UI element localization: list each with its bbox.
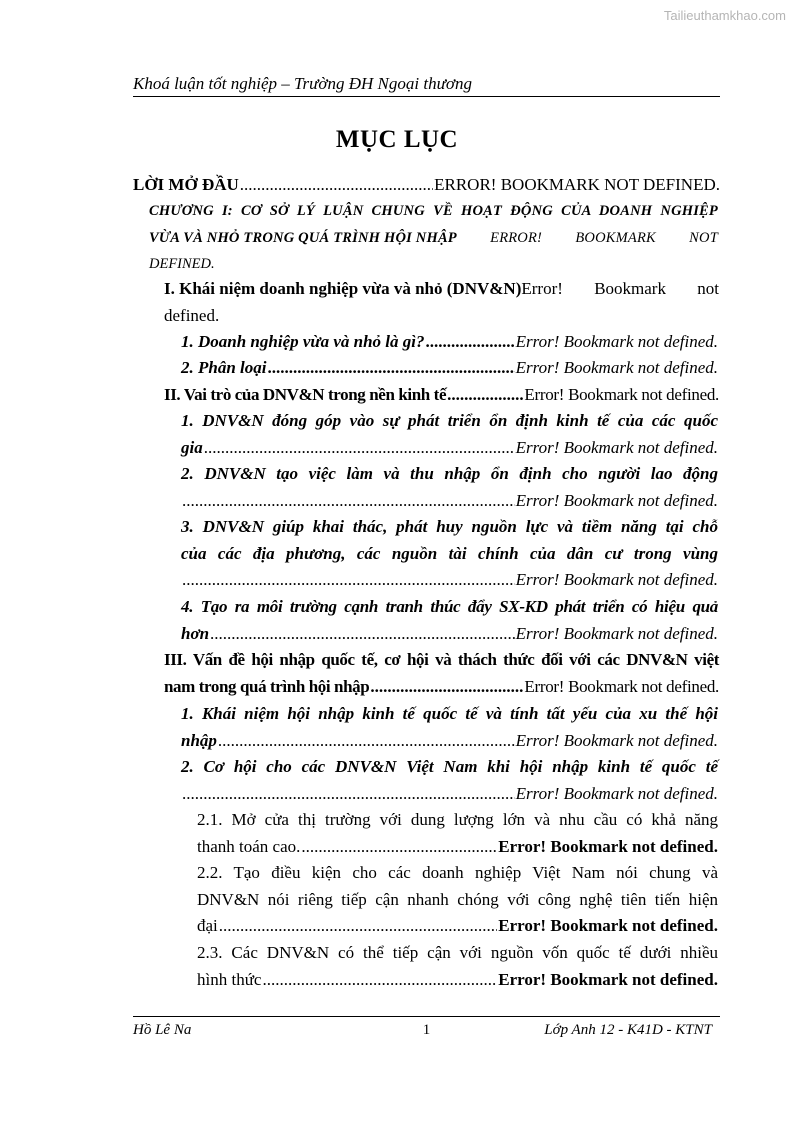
toc-entry-section-3[interactable] (164, 647, 719, 700)
toc-entry-2-3[interactable] (181, 514, 718, 594)
toc-entry-section-2[interactable] (164, 382, 719, 409)
toc-leader (182, 567, 515, 594)
toc-error-text: Error! (521, 279, 563, 298)
toc-error-text: Error! Bookmark not defined. (498, 969, 718, 989)
toc-error-text: Error! Bookmark not defined. (515, 623, 718, 643)
toc-entry-line: 4. Tạo ra môi trường cạnh tranh thúc đẩy SX-KD phát triển có hiệu quả (181, 597, 718, 616)
toc-leader (210, 621, 515, 648)
toc-entry-label: 1. Doanh nghiệp vừa và nhỏ là gì? (181, 332, 425, 351)
toc-entry-line: 2.3. Các DNV&N có thể tiếp cận với nguồn vốn quốc tế dưới nhiều (197, 943, 718, 962)
toc-leader (301, 834, 497, 861)
toc-entry-3-2-2[interactable] (197, 860, 718, 940)
toc-entry-intro[interactable] (133, 172, 720, 199)
toc-leader (447, 382, 523, 409)
toc-entry-label: LỜI MỞ ĐẦU (133, 175, 239, 194)
toc-error-text: not (697, 279, 719, 298)
toc-entry-line: 2. DNV&N tạo việc làm và thu nhập ổn định cho người lao động (181, 464, 718, 483)
toc-error-text: Error! Bookmark not defined. (524, 676, 719, 696)
toc-entry-label: gia (181, 437, 203, 457)
toc-entry-label: I. Khái niệm doanh nghiệp vừa và nhỏ (DNV&N) (164, 279, 522, 298)
toc-entry-label: đại (197, 916, 218, 935)
toc-entry-3-1[interactable] (181, 701, 718, 754)
toc-entry-line: của các địa phương, các nguồn tài chính của dân cư trong vùng (181, 543, 718, 563)
toc-entry-line: DNV&N nói riêng tiếp cận nhanh chóng với công nghệ tiên tiến hiện (197, 889, 718, 909)
toc-error-text: BOOKMARK (575, 229, 656, 246)
toc-error-text: Error! Bookmark not defined. (498, 916, 718, 935)
toc-leader (182, 781, 515, 808)
page-header (133, 74, 720, 97)
toc-entry-line: 2. Cơ hội cho các DNV&N Việt Nam khi hội nhập kinh tế quốc tế (181, 757, 718, 776)
toc-entry-line: III. Vấn đề hội nhập quốc tế, cơ hội và thách thức đối với các DNV&N việt (164, 650, 719, 669)
toc-error-text: Error! Bookmark not defined. (498, 836, 718, 856)
toc-error-text: Error! Bookmark not defined. (515, 490, 718, 510)
toc-error-text: Error! Bookmark not defined. (515, 358, 718, 377)
toc-leader (240, 172, 433, 199)
toc-leader (218, 728, 515, 755)
toc-entry-label: 2. Phân loại (181, 358, 267, 377)
toc-error-text: Error! Bookmark not defined. (515, 783, 718, 803)
toc-title: MỤC LỤC (335, 126, 459, 153)
toc-entry-3-2-3[interactable] (197, 940, 718, 993)
toc-error-text: Error! Bookmark not defined. (524, 385, 719, 404)
toc-entry-line: CHƯƠNG I: CƠ SỞ LÝ LUẬN CHUNG VỀ HOẠT ĐỘNG CỦA DOANH NGHIỆP (149, 203, 718, 219)
toc-entry-line: VỪA VÀ NHỎ TRONG QUÁ TRÌNH HỘI NHẬP (149, 229, 457, 246)
footer-author: Hồ Lê Na (133, 1022, 192, 1038)
toc-leader (182, 488, 515, 515)
toc-entry-1-1[interactable] (181, 329, 718, 356)
toc-leader (262, 967, 497, 994)
toc-entry-label: II. Vai trò của DNV&N trong nền kinh tế (164, 385, 447, 404)
toc-leader (370, 674, 523, 701)
page-number: 1 (422, 1022, 431, 1038)
toc-entry-line: 1. Khái niệm hội nhập kinh tế quốc tế và tính tất yếu của xu thế hội (181, 704, 718, 723)
toc-entry-label: nam trong quá trình hội nhập (164, 676, 370, 696)
toc-entry-line: 1. DNV&N đóng góp vào sự phát triển ổn định kinh tế của các quốc (181, 411, 718, 430)
toc-error-text: Error! Bookmark not defined. (515, 332, 718, 351)
toc-entry-chapter-1[interactable] (149, 198, 718, 278)
toc-error-text: defined. (164, 305, 220, 325)
header-title: Khoá luận tốt nghiệp – Trường ĐH Ngoại thương (133, 74, 472, 93)
toc-error-text: Error! Bookmark not defined. (515, 437, 718, 457)
toc-leader (268, 355, 515, 382)
toc-entry-line: 2.1. Mở cửa thị trường với dung lượng lớn và nhu cầu có khả năng (197, 810, 718, 829)
footer-class: Lớp Anh 12 - K41D - KTNT (544, 1022, 712, 1038)
page-footer (133, 1016, 720, 1041)
toc-entry-2-4[interactable] (181, 594, 718, 647)
toc-entry-label: hơn (181, 623, 210, 643)
toc-entry-3-2[interactable] (181, 754, 718, 807)
toc-entry-line: 2.2. Tạo điều kiện cho các doanh nghiệp Việt Nam nói chung và (197, 863, 718, 882)
toc-entry-2-1[interactable] (181, 408, 718, 461)
toc-entry-section-1[interactable] (164, 276, 719, 329)
toc-entry-label: hình thức (197, 969, 262, 989)
toc-error-text: ERROR! (490, 229, 543, 246)
toc-leader (219, 913, 497, 940)
toc-entry-3-2-1[interactable] (197, 807, 718, 860)
toc-error-text: ERROR! BOOKMARK NOT DEFINED. (434, 175, 720, 194)
toc-leader (426, 329, 515, 356)
toc-error-text: DEFINED. (149, 256, 215, 272)
toc-error-text: NOT (689, 229, 718, 246)
toc-entry-2-2[interactable] (181, 461, 718, 514)
toc-error-text: Bookmark (594, 279, 666, 298)
toc-entry-line: 3. DNV&N giúp khai thác, phát huy nguồn lực và tiềm năng tại chỗ (181, 517, 718, 536)
toc-entry-label: thanh toán cao. (197, 836, 301, 856)
toc-leader (204, 435, 515, 462)
toc-entry-label: nhập (181, 730, 217, 750)
toc-error-text: Error! Bookmark not defined. (515, 570, 718, 589)
watermark: Tailieuthamkhao.com (663, 8, 786, 23)
toc-entry-1-2[interactable] (181, 355, 718, 382)
toc-error-text: Error! Bookmark not defined. (515, 730, 718, 750)
